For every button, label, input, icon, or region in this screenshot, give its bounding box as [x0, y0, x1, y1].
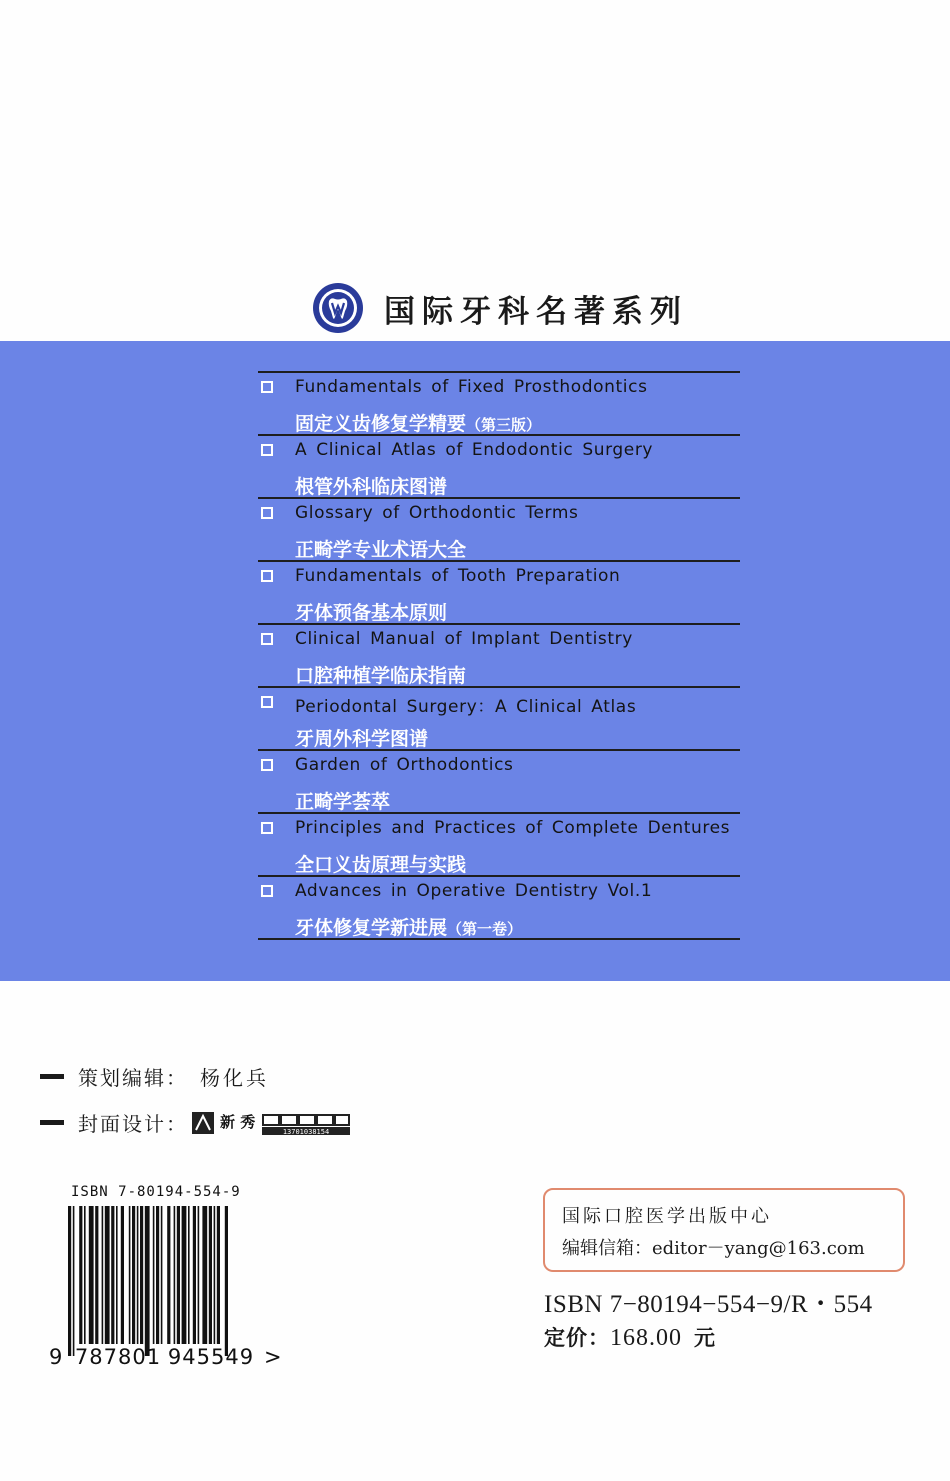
design-label: 封面设计： — [78, 1112, 188, 1136]
barcode-bar — [217, 1206, 220, 1344]
price-unit: 元 — [694, 1326, 716, 1350]
book-title-zh-main: 固定义齿修复学精要 — [295, 413, 467, 435]
book-list — [258, 371, 740, 940]
series-header — [312, 280, 688, 336]
square-bullet-icon — [261, 633, 273, 645]
barcode-bar — [177, 1206, 180, 1344]
barcode-digit-lead: 9 — [49, 1345, 63, 1366]
book-title-zh — [295, 850, 466, 877]
book-item — [258, 877, 740, 940]
book-item — [258, 436, 740, 499]
book-title-en: A Clinical Atlas of Endodontic Surgery — [295, 440, 654, 460]
barcode-bar — [214, 1206, 216, 1344]
book-title-zh-main: 正畸学专业术语大全 — [295, 539, 467, 561]
barcode-bar — [161, 1206, 163, 1344]
barcode-bar — [121, 1206, 124, 1344]
book-title-zh — [295, 535, 466, 562]
barcode-bar — [89, 1206, 94, 1344]
publisher-box — [543, 1188, 905, 1272]
barcode-bar — [105, 1206, 110, 1344]
book-title-zh — [295, 724, 428, 751]
barcode-bar — [145, 1206, 150, 1356]
book-title-en: Principles and Practices of Complete Dentures — [295, 818, 731, 838]
editor-credit — [40, 1062, 269, 1091]
svg-text:新 秀: 新 秀 — [220, 1112, 256, 1131]
price-value: 168.00 — [610, 1325, 682, 1351]
book-item — [258, 814, 740, 877]
book-title-zh — [295, 913, 522, 940]
square-bullet-icon — [261, 444, 273, 456]
price-label: 定价： — [544, 1326, 610, 1350]
isbn-barcode — [48, 1206, 288, 1366]
publisher-email: 编辑信箱：editor－yang@163.com — [562, 1238, 865, 1259]
barcode-digits-left: 787801 — [74, 1345, 162, 1366]
tooth-seal-logo-icon — [312, 282, 364, 334]
book-item — [258, 499, 740, 562]
barcode-digit-end: > — [264, 1345, 282, 1366]
barcode-bar — [137, 1206, 139, 1344]
book-title-zh — [295, 598, 447, 625]
barcode-bar — [84, 1206, 86, 1344]
barcode-bar — [68, 1206, 71, 1356]
book-title-zh-main: 正畸学荟萃 — [295, 791, 391, 813]
book-item — [258, 625, 740, 688]
book-title-zh-main: 牙体修复学新进展 — [295, 917, 448, 939]
book-title-zh-main: 牙周外科学图谱 — [295, 728, 429, 750]
book-edition-note: （第一卷） — [447, 920, 523, 938]
bullet-dash — [40, 1074, 64, 1079]
square-bullet-icon — [261, 759, 273, 771]
book-title-en: Glossary of Orthodontic Terms — [295, 503, 579, 523]
book-title-zh-main: 牙体预备基本原则 — [295, 602, 448, 624]
book-title-zh-main: 口腔种植学临床指南 — [295, 665, 467, 687]
publisher-name: 国际口腔医学出版中心 — [562, 1206, 772, 1227]
barcode-bar — [140, 1206, 143, 1344]
price — [544, 1322, 716, 1352]
book-title-zh — [295, 661, 466, 688]
book-title-zh — [295, 409, 541, 436]
book-item — [258, 751, 740, 814]
square-bullet-icon — [261, 696, 273, 708]
barcode-bar — [202, 1206, 207, 1344]
barcode-bar — [156, 1206, 159, 1344]
barcode-bar — [193, 1206, 196, 1344]
book-title-zh — [295, 787, 390, 814]
book-title-zh-main: 全口义齿原理与实践 — [295, 854, 467, 876]
barcode-bar — [132, 1206, 135, 1344]
book-title-en: Clinical Manual of Implant Dentistry — [295, 629, 633, 649]
barcode-isbn: ISBN 7-80194-554-9 — [71, 1184, 241, 1200]
barcode-bar — [174, 1206, 176, 1344]
barcode-bar — [153, 1206, 155, 1344]
bullet-dash — [40, 1120, 64, 1125]
barcode-bar — [129, 1206, 131, 1344]
book-title-en: Advances in Operative Dentistry Vol.1 — [295, 881, 653, 901]
book-item — [258, 688, 740, 751]
book-title-en: Fundamentals of Tooth Preparation — [295, 566, 621, 586]
book-item — [258, 373, 740, 436]
isbn-classification: ISBN 7−80194−554−9/R・554 — [544, 1291, 873, 1318]
editor-name: 杨化兵 — [200, 1066, 269, 1090]
book-title-en: Garden of Orthodontics — [295, 755, 514, 775]
barcode-digits-right: 945549 — [167, 1345, 255, 1366]
square-bullet-icon — [261, 822, 273, 834]
square-bullet-icon — [261, 885, 273, 897]
barcode-bar — [95, 1206, 98, 1344]
series-title: 国际牙科名著系列 — [384, 293, 688, 330]
book-title-en: Fundamentals of Fixed Prosthodontics — [295, 377, 648, 397]
square-bullet-icon — [261, 507, 273, 519]
square-bullet-icon — [261, 570, 273, 582]
design-studio-logo-icon — [192, 1110, 352, 1136]
barcode-bar — [198, 1206, 200, 1344]
editor-label: 策划编辑： — [78, 1066, 188, 1090]
barcode-bar — [209, 1206, 212, 1344]
studio-phone: 13701038154 — [282, 1127, 330, 1136]
book-item — [258, 562, 740, 625]
barcode-bar — [167, 1206, 170, 1344]
design-credit — [40, 1108, 352, 1137]
book-title-zh — [295, 472, 447, 499]
square-bullet-icon — [261, 381, 273, 393]
barcode-bar — [116, 1206, 118, 1344]
barcode-bar — [111, 1206, 114, 1344]
book-title-zh-main: 根管外科临床图谱 — [295, 476, 448, 498]
barcode-bar — [188, 1206, 190, 1344]
book-title-en: Periodontal Surgery：A Clinical Atlas — [295, 697, 637, 717]
barcode-bar — [182, 1206, 187, 1344]
barcode-bar — [79, 1206, 82, 1344]
barcode-bar — [102, 1206, 104, 1344]
barcode-bar — [225, 1206, 228, 1356]
book-edition-note: （第三版） — [466, 416, 542, 434]
barcode-bar — [73, 1206, 75, 1356]
